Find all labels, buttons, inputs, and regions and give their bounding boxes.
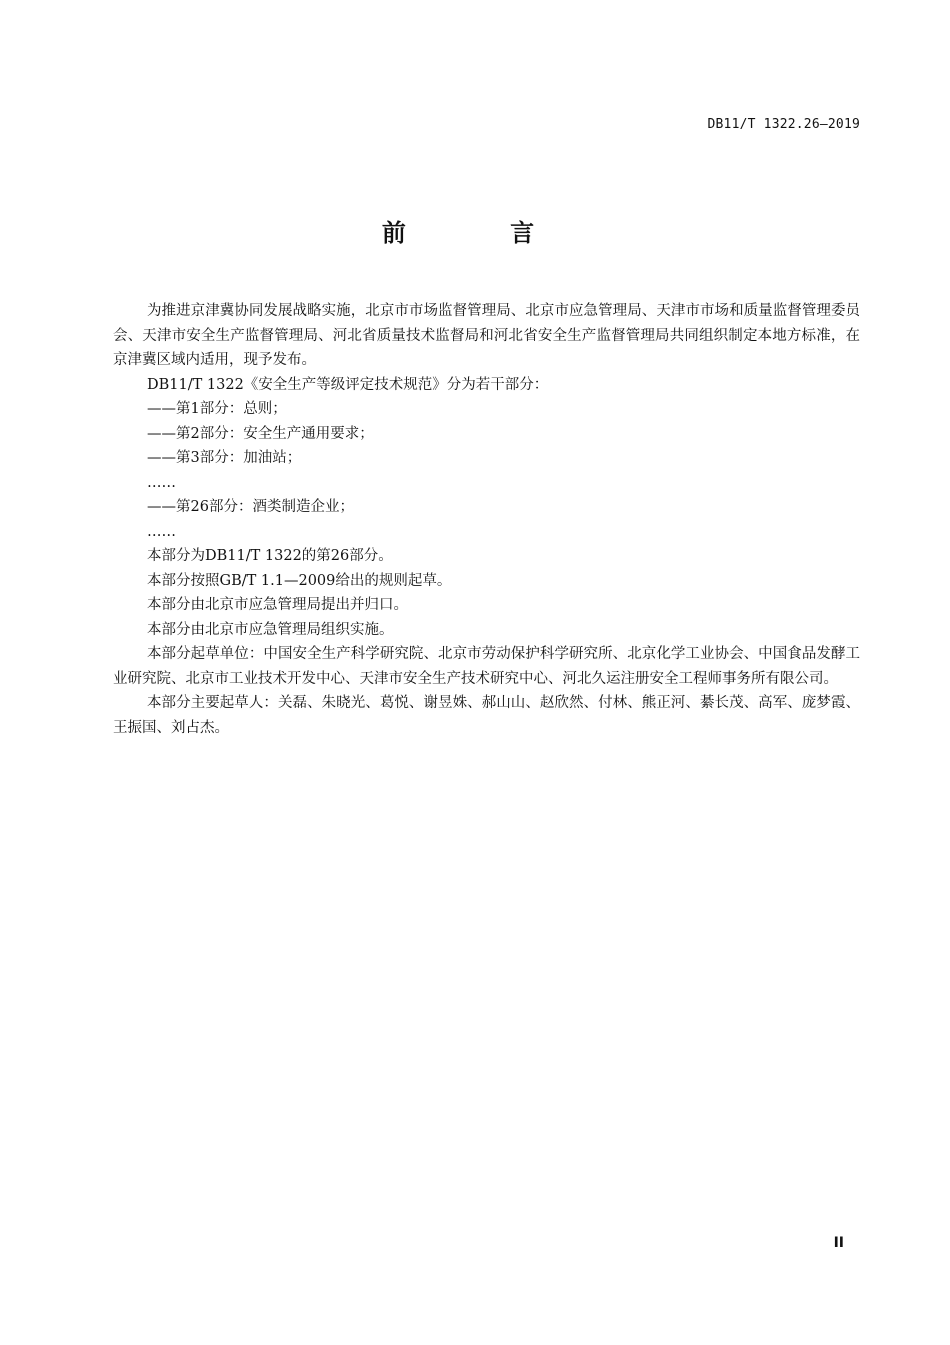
- list-ellipsis: ……: [147, 523, 176, 540]
- document-code: DB11/T 1322.26—2019: [707, 117, 860, 132]
- paragraph-drafters: 本部分主要起草人：关磊、朱晓光、葛悦、谢昱姝、郝山山、赵欣然、付林、熊正河、綦长茂、高军、庞梦霞、王振国、刘占杰。: [113, 695, 860, 736]
- paragraph-intro: 为推进京津冀协同发展战略实施，北京市市场监督管理局、北京市应急管理局、天津市市场和质量监督管理委员会、天津市安全生产监督管理局、河北省质量技术监督局和河北省安全生产监督管理局共同组织制定本地方标准，在京津冀区域内适用，现予发布。: [113, 303, 860, 368]
- paragraph-proposed-by: 本部分由北京市应急管理局提出并归口。: [147, 597, 408, 613]
- list-item-part-26: ——第26部分：酒类制造企业；: [147, 499, 354, 515]
- page-number: II: [833, 1235, 844, 1251]
- page-title: 前 言: [381, 219, 583, 247]
- list-ellipsis: ……: [147, 474, 176, 491]
- paragraph-parts-heading: DB11/T 1322《安全生产等级评定技术规范》分为若干部分：: [147, 376, 549, 393]
- list-item-part-1: ——第1部分：总则；: [147, 401, 287, 417]
- paragraph-part-number: 本部分为DB11/T 1322的第26部分。: [147, 548, 393, 564]
- paragraph-drafting-rules: 本部分按照GB/T 1.1—2009给出的规则起草。: [147, 572, 452, 589]
- foreword-body: [113, 299, 860, 740]
- paragraph-drafting-units: 本部分起草单位：中国安全生产科学研究院、北京市劳动保护科学研究所、北京化学工业协会、中国食品发酵工业研究院、北京市工业技术开发中心、天津市安全生产技术研究中心、河北久运注册安全工程师事务所有限公司。: [113, 646, 860, 687]
- list-item-part-3: ——第3部分：加油站；: [147, 450, 302, 466]
- list-item-part-2: ——第2部分：安全生产通用要求；: [147, 425, 374, 442]
- paragraph-implemented-by: 本部分由北京市应急管理局组织实施。: [147, 621, 394, 638]
